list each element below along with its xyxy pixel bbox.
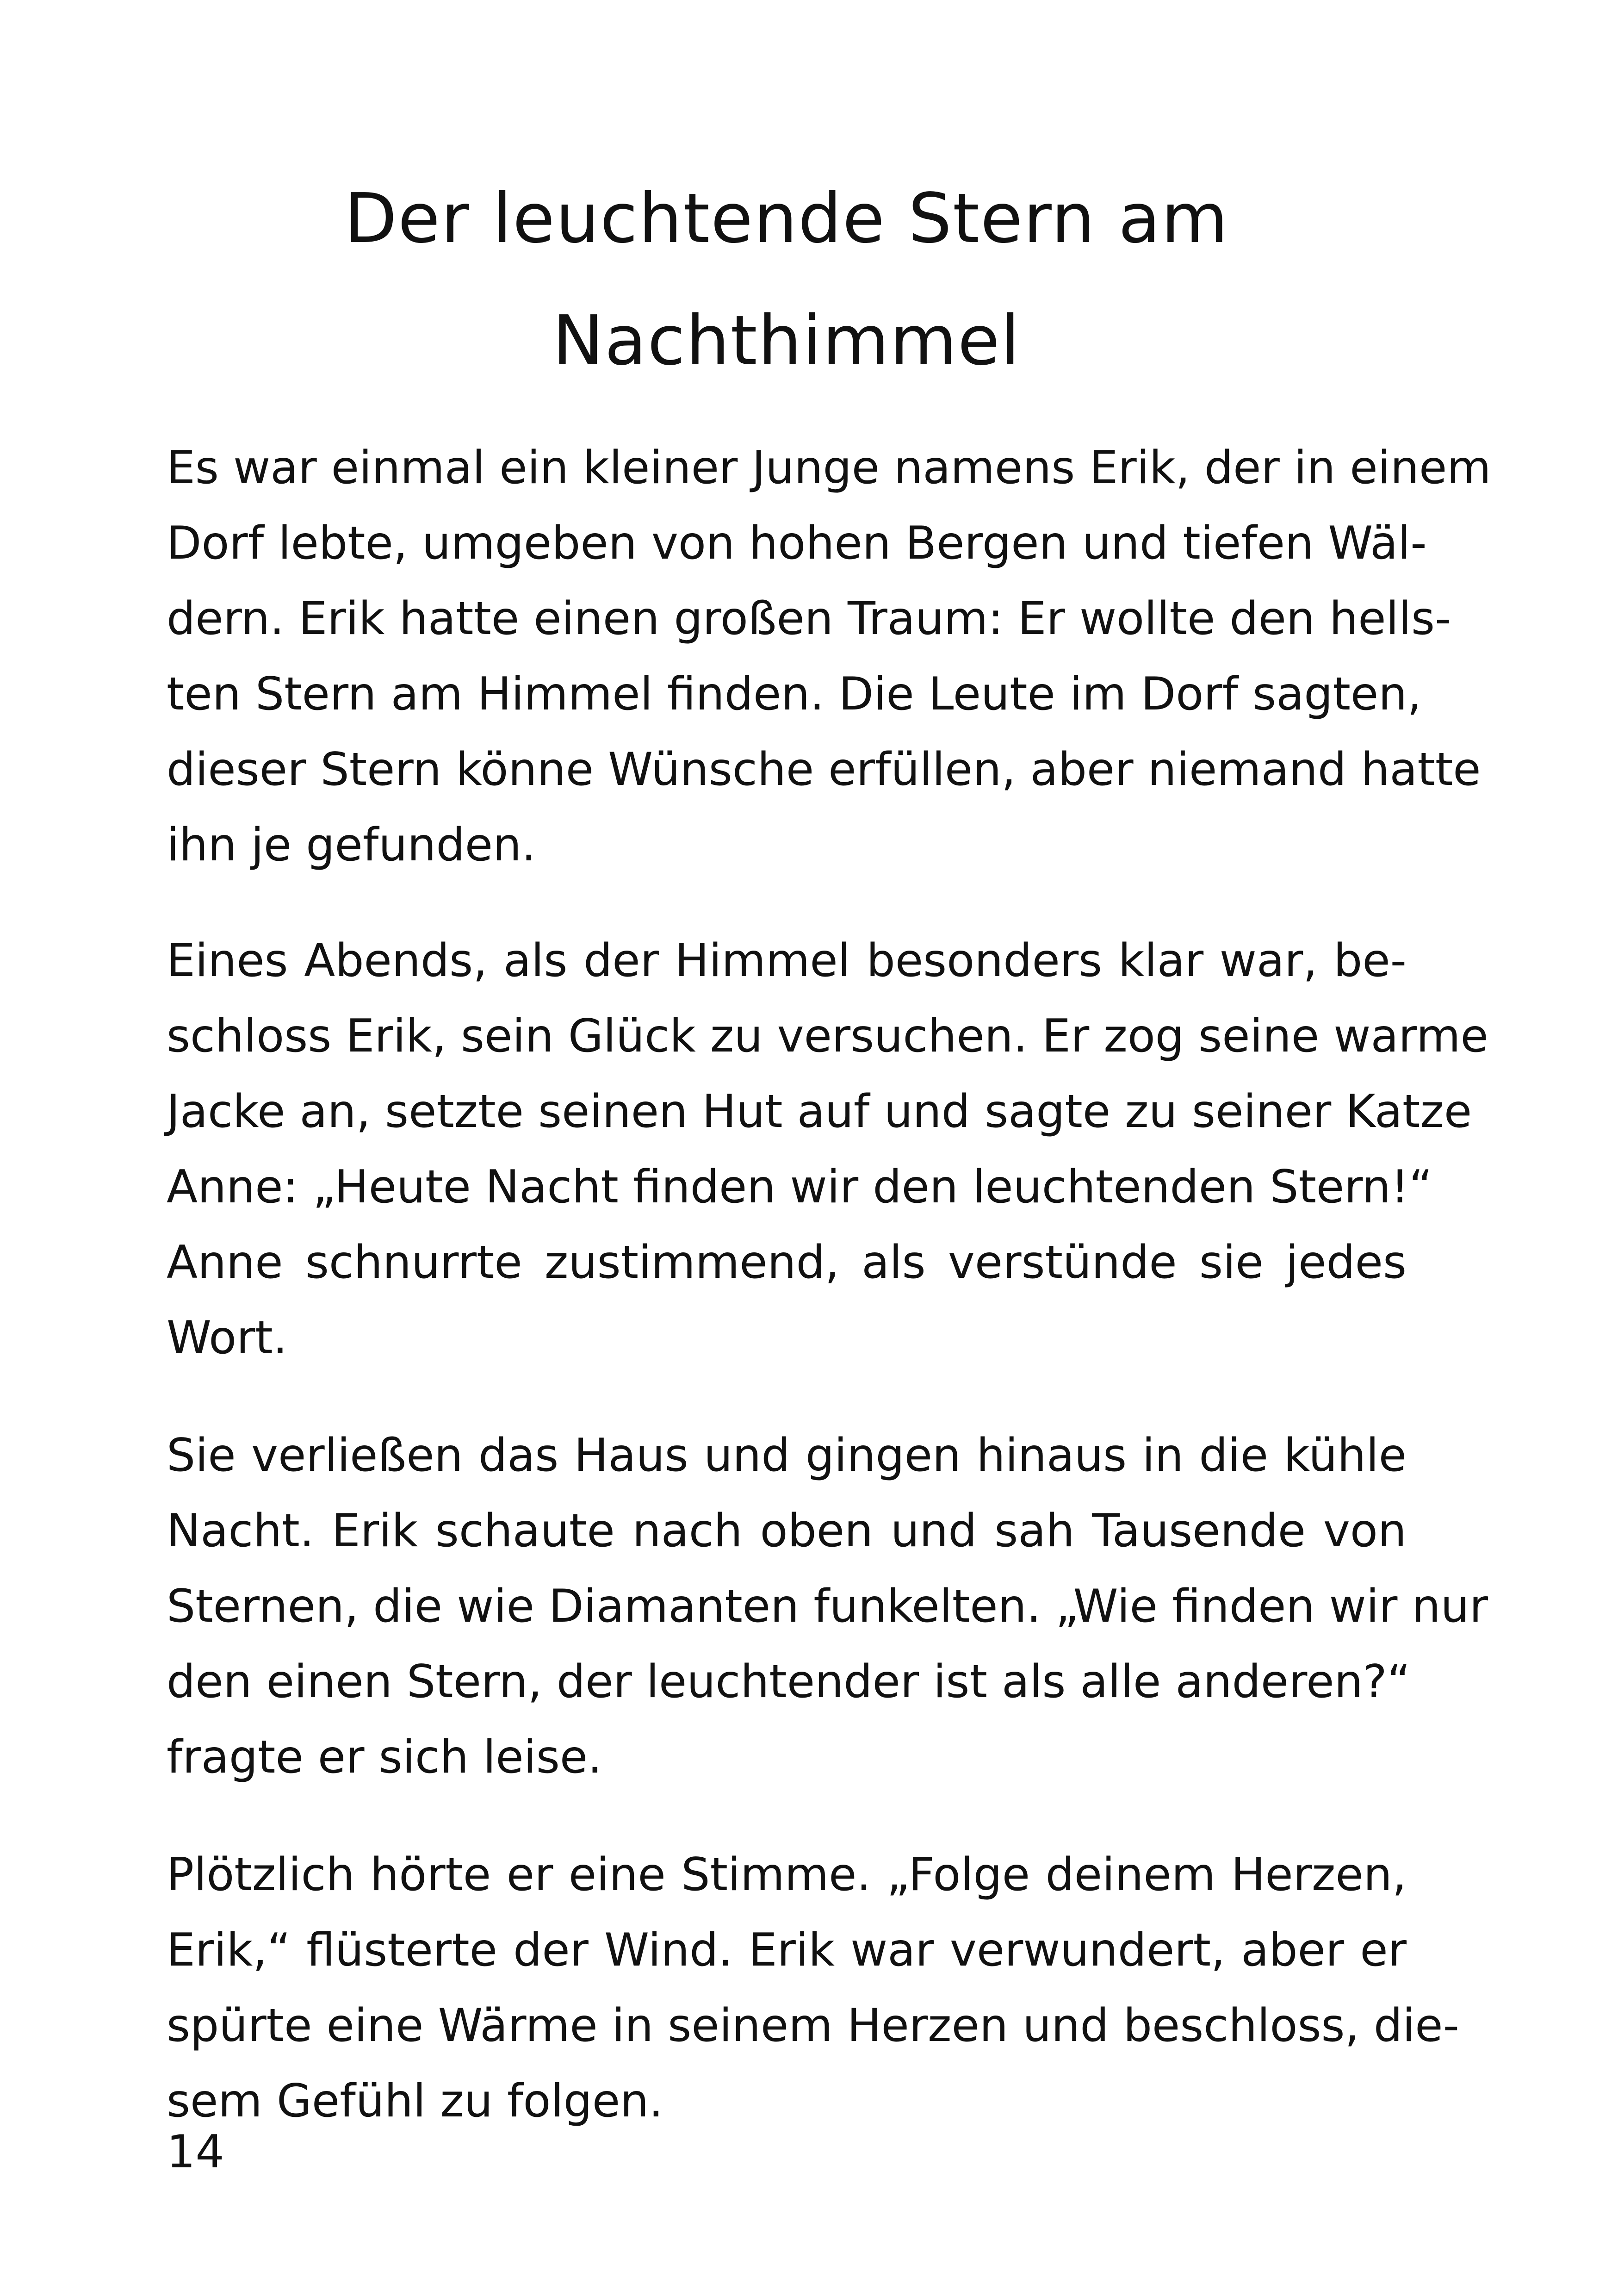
text-line: sem Gefühl zu folgen. — [167, 2075, 663, 2128]
text-line: den einen Stern, der leuchtender ist als alle anderen?“ — [167, 1655, 1411, 1708]
text-line: Eines Abends, als der Himmel besonders klar war, be- — [167, 934, 1407, 987]
text-line: Erik,“ flüsterte der Wind. Erik war verwundert, aber er — [167, 1924, 1407, 1977]
text-line: Sie verließen das Haus und gingen hinaus in die kühle — [167, 1429, 1407, 1482]
text-line: fragte er sich leise. — [167, 1731, 602, 1784]
paragraph — [167, 923, 1488, 1376]
text-line: Nacht. Erik schaute nach oben und sah Tausende von — [167, 1505, 1407, 1557]
text-line: schloss Erik, sein Glück zu versuchen. Er zog seine warme — [167, 1010, 1488, 1063]
page-title — [167, 157, 1407, 402]
page-number: 14 — [167, 2126, 224, 2178]
title-line: Der leuchtende Stern am — [344, 179, 1229, 258]
text-line: Dorf lebte, umgeben von hohen Bergen und tiefen Wäl- — [167, 517, 1427, 570]
text-line: Anne: „Heute Nacht finden wir den leuchtenden Stern!“ — [167, 1161, 1432, 1213]
title-line: Nachthimmel — [552, 301, 1021, 380]
text-line: Jacke an, setzte seinen Hut auf und sagte zu seiner Katze — [167, 1085, 1472, 1138]
paragraph — [167, 1837, 1459, 2139]
text-line: Sternen, die wie Diamanten funkelten. „Wie finden wir nur — [167, 1580, 1488, 1633]
text-line: ihn je gefunden. — [167, 819, 536, 871]
text-line: dieser Stern könne Wünsche erfüllen, aber niemand hatte — [167, 743, 1481, 796]
text-line: Wort. — [167, 1312, 287, 1364]
text-line: dern. Erik hatte einen großen Traum: Er wollte den hells- — [167, 592, 1451, 645]
text-line: spürte eine Wärme in seinem Herzen und beschloss, die- — [167, 1999, 1459, 2052]
text-line: ten Stern am Himmel finden. Die Leute im Dorf sagten, — [167, 668, 1422, 721]
text-line: Plötzlich hörte er eine Stimme. „Folge deinem Herzen, — [167, 1848, 1407, 1901]
text-line: Anne schnurrte zustimmend, als verstünde sie jedes — [167, 1236, 1407, 1289]
text-line: Es war einmal ein kleiner Junge namens Erik, der in einem — [167, 442, 1491, 494]
paragraph — [167, 430, 1491, 883]
paragraph — [167, 1418, 1488, 1795]
